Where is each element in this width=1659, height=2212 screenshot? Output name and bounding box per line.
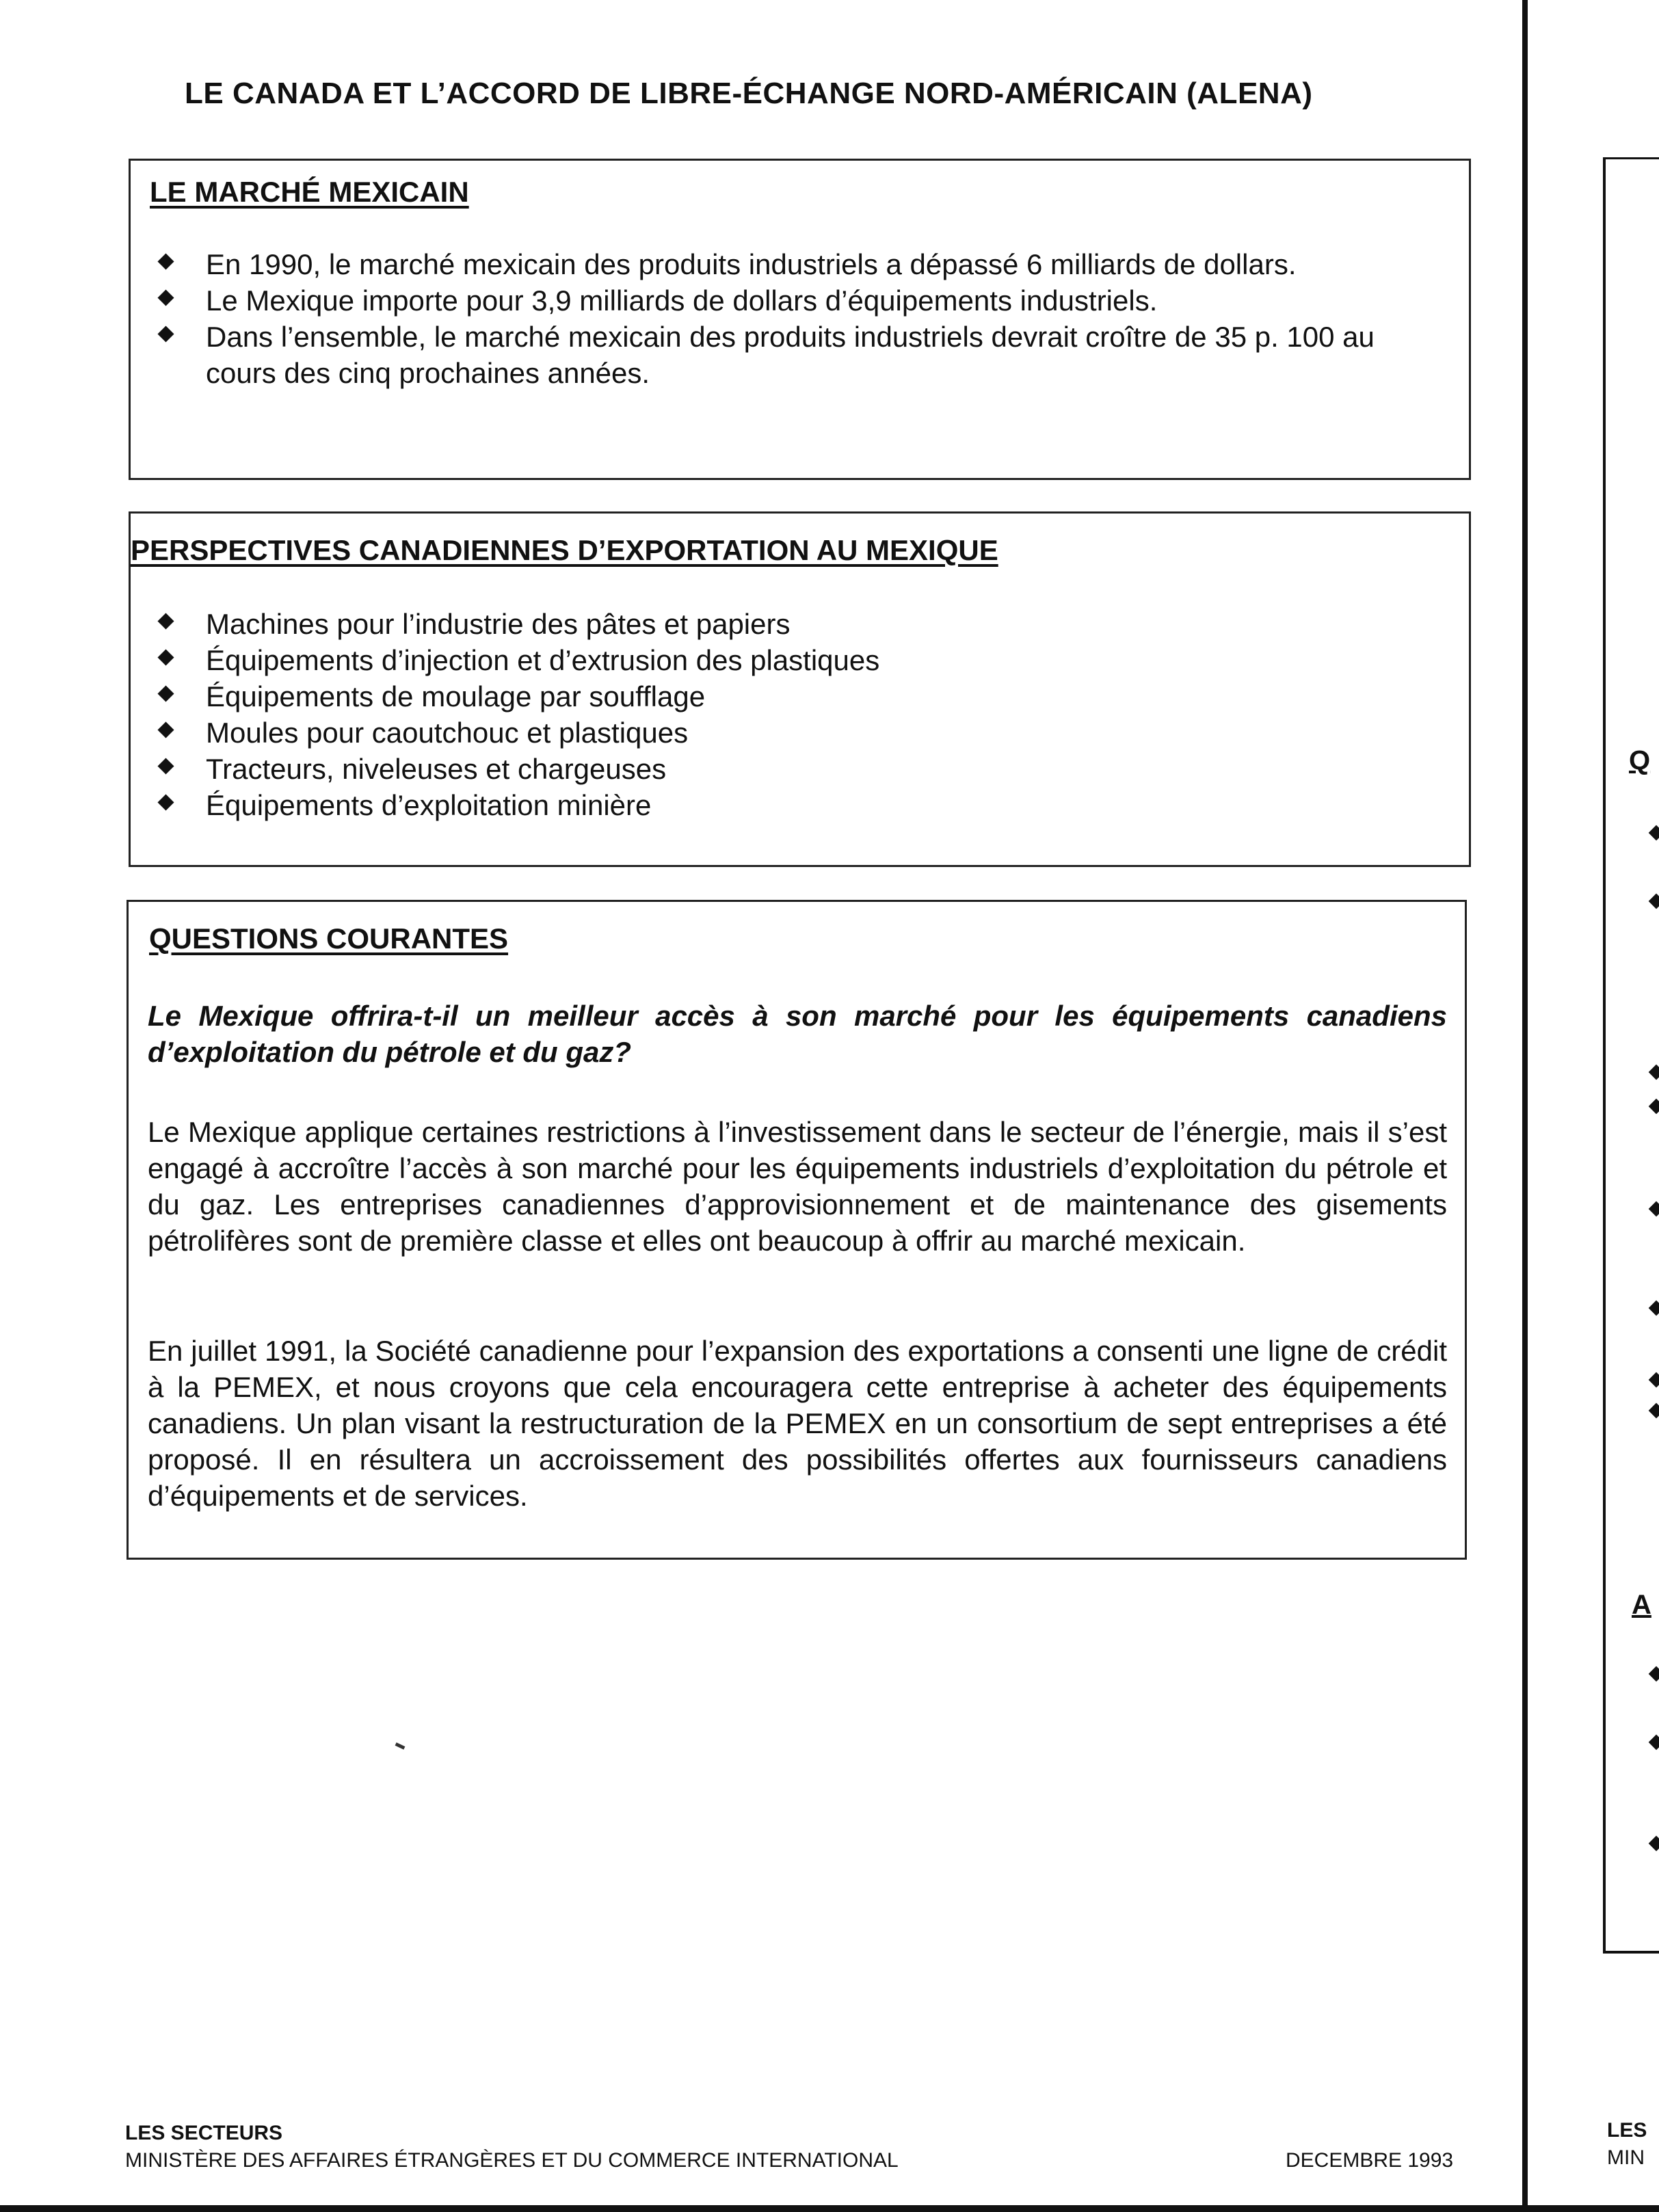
list-item — [131, 678, 1416, 715]
diamond-bullet-icon — [157, 794, 174, 810]
list-item — [131, 606, 1416, 642]
footer-section-name: LES SECTEURS — [125, 2122, 283, 2144]
diamond-bullet-icon — [157, 721, 174, 738]
scan-speck — [395, 1742, 406, 1749]
bullet-text: Moules pour caoutchouc et plastiques — [206, 717, 689, 749]
bullet-text: Le Mexique importe pour 3,9 milliards de dollars d’équipements industriels. — [206, 284, 1158, 317]
bullet-text: Équipements d’injection et d’extrusion des plastiques — [206, 644, 880, 676]
list-item — [131, 642, 1416, 678]
answer-paragraph: Le Mexique applique certaines restrictions à l’investissement dans le secteur de l’énergie, mais il s’est engagé à accroître l’accès à son marché pour les équipements industriels d’exploitation du pétrole et du gaz. Les entreprises canadiennes d’approvisionnement et de maintenance des gisements pétrolifères sont de première classe et elles ont beaucoup à offrir au marché mexicain. — [148, 1116, 1447, 1257]
bullet-text: Équipements d’exploitation minière — [206, 789, 652, 821]
adjacent-page-fragment — [1528, 0, 1659, 2205]
questions-heading: QUESTIONS COURANTES — [149, 922, 509, 955]
adjacent-footer-line: LES — [1607, 2119, 1647, 2142]
answer-paragraph: En juillet 1991, la Société canadienne pour l’expansion des exportations a consenti une ligne de crédit à la PEMEX, et nous croyons que cela encouragera cette entreprise à acheter des équipements canadiens. Un plan visant la restructuration de la PEMEX en un consortium de sept entreprises a été proposé. Il en résultera un accroissement des possibilités offertes aux fournisseurs canadiens d’équipements et de services. — [148, 1335, 1447, 1512]
list-item — [131, 246, 1416, 282]
footer — [125, 2120, 899, 2174]
adjacent-heading-letter: A — [1632, 1590, 1651, 1620]
market-section — [129, 159, 1471, 480]
diamond-bullet-icon — [157, 685, 174, 702]
diamond-bullet-icon — [157, 649, 174, 665]
bullet-text: Machines pour l’industrie des pâtes et papiers — [206, 608, 791, 640]
footer-date: DECEMBRE 1993 — [1286, 2149, 1454, 2172]
diamond-bullet-icon — [157, 613, 174, 629]
list-item — [131, 787, 1416, 823]
prospects-bullet-list — [131, 606, 1416, 823]
diamond-bullet-icon — [157, 758, 174, 774]
list-item — [131, 751, 1416, 787]
page-edge-divider — [1522, 0, 1528, 2212]
diamond-bullet-icon — [157, 253, 174, 269]
bullet-text: Tracteurs, niveleuses et chargeuses — [206, 753, 667, 785]
prospects-heading: PERSPECTIVES CANADIENNES D’EXPORTATION AU MEXIQUE — [131, 534, 998, 566]
market-bullet-list — [131, 246, 1416, 391]
question-text: Le Mexique offrira-t-il un meilleur accès à son marché pour les équipements canadiens d’exploitation du pétrole et du gaz? — [148, 1000, 1447, 1068]
list-item — [131, 319, 1416, 391]
footer-ministry: MINISTÈRE DES AFFAIRES ÉTRANGÈRES ET DU COMMERCE INTERNATIONAL — [125, 2149, 899, 2172]
list-item — [131, 715, 1416, 751]
market-heading: LE MARCHÉ MEXICAIN — [150, 176, 469, 208]
diamond-bullet-icon — [157, 325, 174, 342]
page-bottom-edge — [0, 2205, 1659, 2212]
bullet-text: Équipements de moulage par soufflage — [206, 680, 706, 712]
bullet-text: En 1990, le marché mexicain des produits industriels a dépassé 6 milliards de dollars. — [206, 248, 1297, 280]
list-item — [131, 282, 1416, 319]
adjacent-box-border — [1603, 157, 1659, 1954]
adjacent-footer-line: MIN — [1607, 2146, 1645, 2169]
diamond-bullet-icon — [157, 289, 174, 306]
adjacent-heading-letter: Q — [1629, 745, 1651, 775]
bullet-text: Dans l’ensemble, le marché mexicain des produits industriels devrait croître de 35 p. 100 au cours des cinq prochaines années. — [206, 321, 1375, 389]
page-title: LE CANADA ET L’ACCORD DE LIBRE-ÉCHANGE NORD-AMÉRICAIN (ALENA) — [185, 77, 1313, 110]
prospects-section — [129, 511, 1471, 867]
questions-section — [127, 900, 1467, 1560]
